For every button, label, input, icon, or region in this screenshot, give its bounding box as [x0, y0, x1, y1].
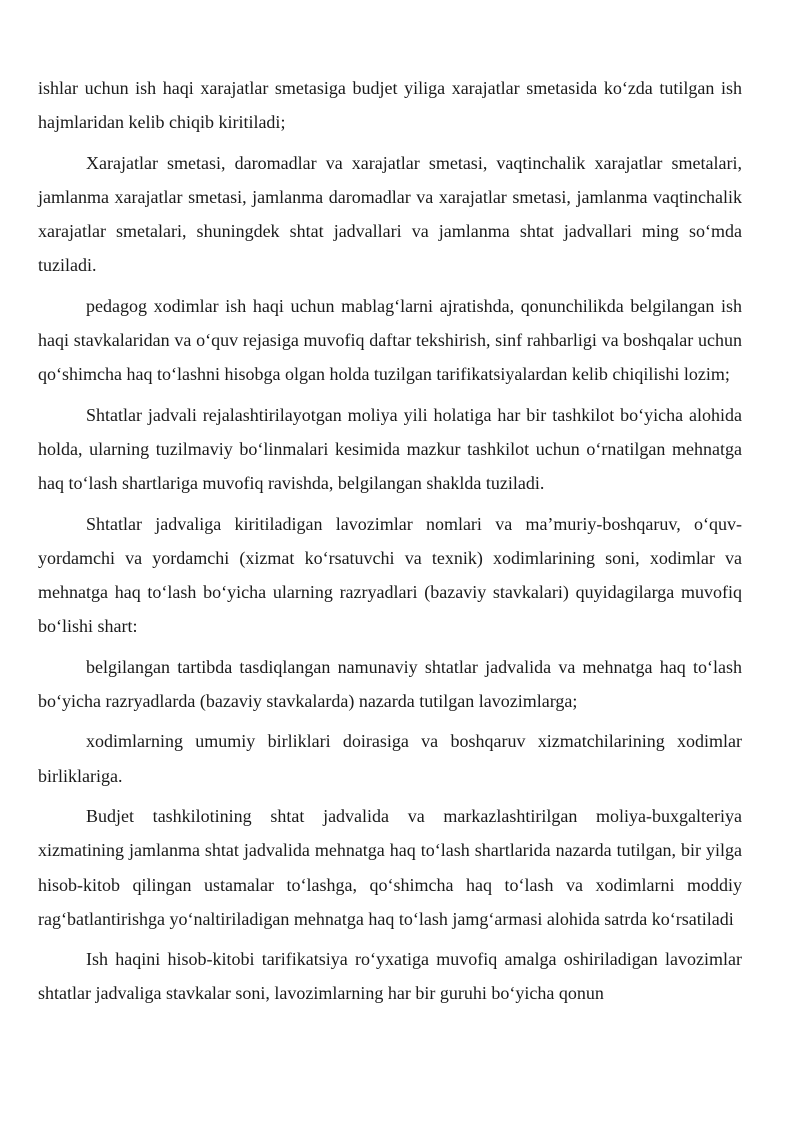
paragraph-9: Ish haqini hisob-kitobi tarifikatsiya roʻyxatiga muvofiq amalga oshiriladigan lavozimlar shtatlar jadvaliga stavkalar soni, lavozimlarning har bir guruhi boʻyicha qonun: [38, 949, 742, 1004]
paragraph-6: belgilangan tartibda tasdiqlangan namunaviy shtatlar jadvalida va mehnatga haq toʻlash boʻyicha razryadlarda (bazaviy stavkalarda) nazarda tutilgan lavozimlarga;: [38, 656, 742, 712]
paragraph-5: Shtatlar jadvaliga kiritiladigan lavozimlar nomlari va maʼmuriy-boshqaruv, oʻquv-yordamchi va yordamchi (xizmat koʻrsatuvchi va texnik) xodimlarining soni, xodimlar va mehnatga haq toʻlash boʻyicha ularning razryadlari (bazaviy stavkalari) quyidagilarga muvofiq boʻlishi shart:: [38, 513, 742, 637]
paragraph-7: xodimlarning umumiy birliklari doirasiga va boshqaruv xizmatchilarining xodimlar birliklariga.: [38, 731, 742, 786]
paragraph-2: Xarajatlar smetasi, daromadlar va xarajatlar smetasi, vaqtinchalik xarajatlar smetalari, jamlanma xarajatlar smetasi, jamlanma daromadlar va xarajatlar smetasi, jamlanma vaqtinchalik xarajatlar smetalari, shuningdek shtat jadvallari va jamlanma shtat jadvallari ming soʻmda tuziladi.: [38, 152, 742, 276]
document-page: [38, 71, 742, 1017]
paragraph-1: ishlar uchun ish haqi xarajatlar smetasiga budjet yiliga xarajatlar smetasida koʻzda tutilgan ish hajmlaridan kelib chiqib kiritiladi;: [38, 78, 742, 133]
paragraph-8: Budjet tashkilotining shtat jadvalida va markazlashtirilgan moliya-buxgalteriya xizmatining jamlanma shtat jadvalida mehnatga haq toʻlash shartlarida nazarda tutilgan, bir yilga hisob-kitob qilingan ustamalar toʻlashga, qoʻshimcha haq toʻlash va xodimlarni moddiy ragʻbatlantirishga yoʻnaltiriladigan mehnatga haq toʻlash jamgʻarmasi alohida satrda koʻrsatiladi: [38, 805, 742, 929]
paragraph-3: pedagog xodimlar ish haqi uchun mablagʻlarni ajratishda, qonunchilikda belgilangan ish haqi stavkalaridan va oʻquv rejasiga muvofiq daftar tekshirish, sinf rahbarligi va boshqalar uchun qoʻshimcha haq toʻlashni hisobga olgan holda tuzilgan tarifikatsiyalardan kelib chiqilishi lozim;: [38, 295, 742, 385]
paragraph-4: Shtatlar jadvali rejalashtirilayotgan moliya yili holatiga har bir tashkilot boʻyicha alohida holda, ularning tuzilmaviy boʻlinmalari kesimida mazkur tashkilot uchun oʻrnatilgan mehnatga haq toʻlash shartlariga muvofiq ravishda, belgilangan shaklda tuziladi.: [38, 404, 742, 494]
